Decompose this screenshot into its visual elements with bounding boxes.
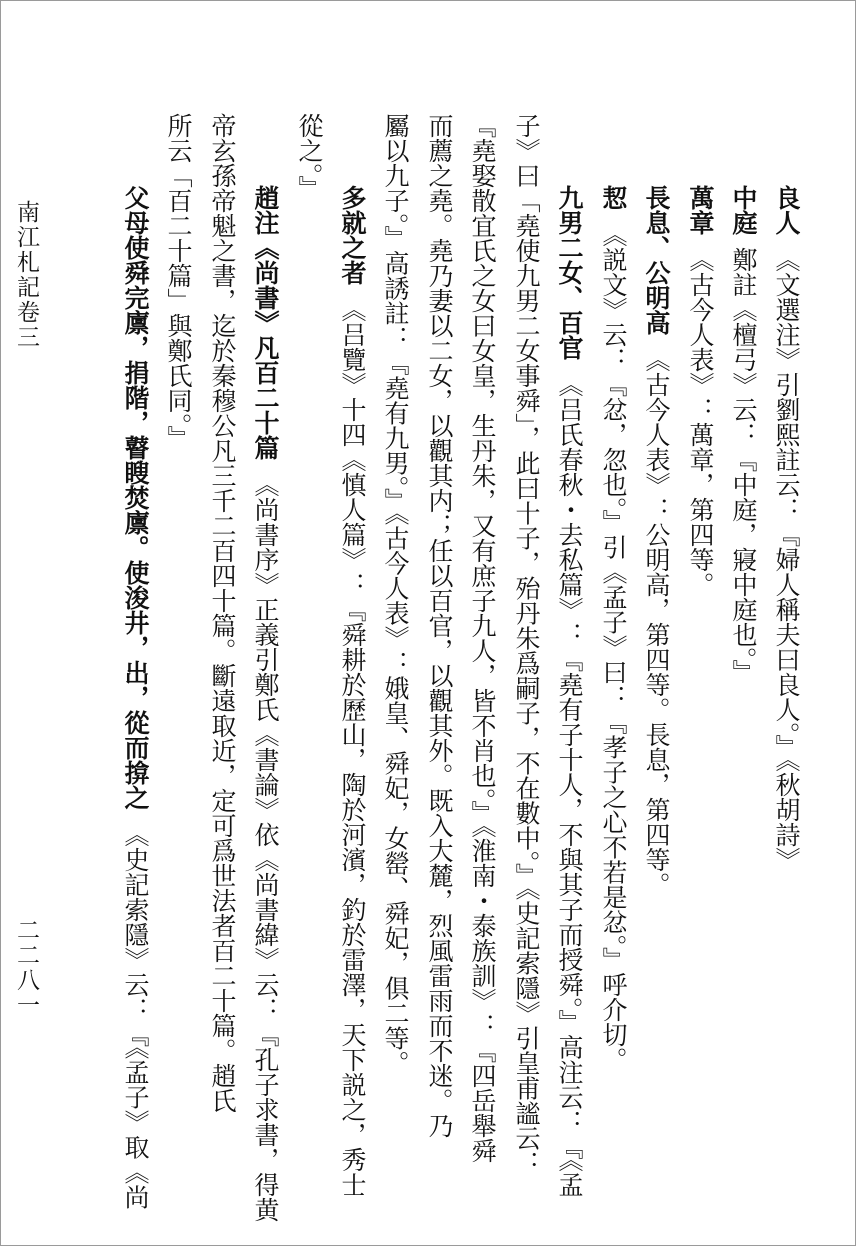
entry-text: 鄭註《檀弓》云：『中庭，寢中庭也。』 — [729, 247, 758, 685]
entry-headword: 多就之者 — [338, 185, 367, 285]
page-number: 二二八一 — [13, 918, 39, 1018]
entry-text: 《尚書序》正義引鄭氏《書論》依《尚書緯》云：『孔子求書，得黄 — [251, 472, 280, 1222]
entry-text: 《古今人表》：萬章，第四等。 — [686, 247, 715, 597]
entry-text: 《説文》云：『忿，忽也。』引《孟子》曰：『孝子之心不若是忿。』呼介切。 — [599, 222, 628, 1072]
entry-text: 《吕覽》十四《慎人篇》：『舜耕於歷山，陶於河濱，釣於雷澤，天下説之，秀士 — [338, 297, 367, 1197]
text-column-11 — [340, 185, 365, 1197]
entry-headword: 長息、公明高 — [642, 185, 671, 335]
entry-text: 屬以九子。』高誘註：『堯有九男。』《古今人表》：娥皇、舜妃，女罃、舜妃，俱二等。 — [381, 113, 410, 1076]
text-column-2 — [731, 185, 756, 685]
text-column-15 — [166, 113, 191, 451]
entry-text: 所云「百二十篇」與鄭氏同。』 — [164, 113, 193, 451]
text-column-13 — [253, 185, 278, 1222]
entry-headword: 恝 — [599, 185, 628, 210]
text-column-5 — [601, 185, 626, 1072]
entry-headword: 萬章 — [686, 185, 715, 235]
text-column-6 — [557, 185, 582, 1197]
entry-text: 而薦之堯。堯乃妻以二女，以觀其内；任以百官，以觀其外。既入大麓，烈風雷雨而不迷。乃 — [425, 113, 454, 1138]
entry-headword: 九男二女、百官 — [555, 185, 584, 360]
text-column-8 — [470, 113, 495, 1163]
text-column-7 — [514, 113, 539, 1176]
entry-text: 《古今人表》：公明高，第四等。長息，第四等。 — [642, 347, 671, 897]
entry-headword: 父母使舜完廪，捐階，瞽瞍焚廪。使浚井，出，從而揜之 — [121, 185, 150, 810]
text-column-16 — [123, 185, 148, 1210]
entry-headword: 趙注《尚書》凡百二十篇 — [251, 185, 280, 460]
running-head: 南江札記卷三 — [13, 200, 39, 350]
text-column-14 — [210, 113, 235, 1113]
text-column-1 — [774, 185, 799, 872]
text-column-10 — [383, 113, 408, 1076]
entry-text: 從之。』 — [295, 113, 324, 201]
entry-text: 『堯娶散宜氏之女曰女皇，生丹朱，又有庶子九人，皆不肖也。』《淮南・泰族訓》：『四岳舉舜 — [468, 113, 497, 1163]
entry-text: 《文選注》引劉熙註云：『婦人稱夫曰良人。』《秋胡詩》 — [772, 247, 801, 872]
entry-text: 子》曰「堯使九男二女事舜」，此曰十子，殆丹朱爲嗣子，不在數中。』《史記索隱》引皇甫謐云： — [512, 113, 541, 1176]
text-column-9 — [427, 113, 452, 1138]
entry-headword: 中庭 — [729, 185, 758, 235]
entry-text: 帝玄孫帝魁之書，迄於秦穆公凡三千二百四十篇。斷遠取近，定可爲世法者百二十篇。趙氏 — [208, 113, 237, 1113]
entry-text: 《吕氏春秋・去私篇》：『堯有子十人，不與其子而授舜。』高注云：『《孟 — [555, 372, 584, 1197]
text-column-3 — [688, 185, 713, 597]
entry-text: 《史記索隱》云：『《孟子》取《尚 — [121, 822, 150, 1210]
text-column-12 — [297, 113, 322, 201]
text-column-4 — [644, 185, 669, 897]
entry-headword: 良人 — [772, 185, 801, 235]
